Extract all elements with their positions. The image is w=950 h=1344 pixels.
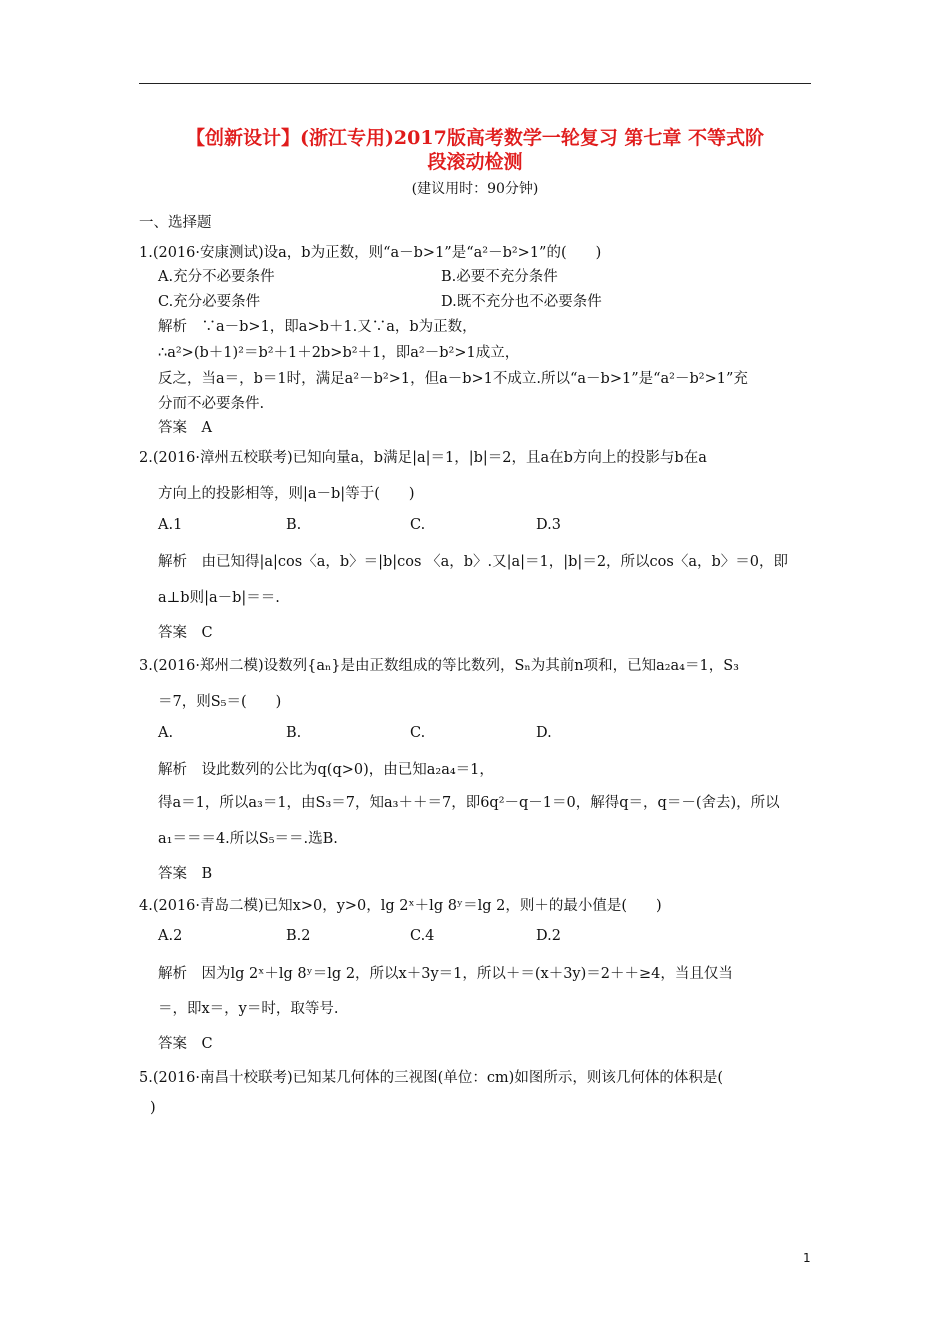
q3-option-a: A. xyxy=(158,725,174,741)
q4-option-d: D.2 xyxy=(536,928,561,944)
q4-option-a: A.2 xyxy=(158,928,183,944)
q3-answer: 答案 B xyxy=(158,866,213,882)
doc-title-line1: 【创新设计】(浙江专用)2017版高考数学一轮复习 第七章 不等式阶 xyxy=(185,127,765,149)
q1-analysis-line1: 解析 ∵a－b>1，即a>b＋1.又∵a，b为正数， xyxy=(158,319,477,335)
q3-option-b: B. xyxy=(286,725,302,741)
q3-stem-line2: ＝7，则S₅＝( ) xyxy=(158,694,282,710)
section-heading: 一、选择题 xyxy=(139,215,212,231)
q2-option-a: A.1 xyxy=(158,517,183,533)
q3-option-d: D. xyxy=(536,725,552,741)
q1-option-b: B.必要不充分条件 xyxy=(441,269,558,285)
q2-answer: 答案 C xyxy=(158,625,213,641)
q1-option-d: D.既不充分也不必要条件 xyxy=(441,294,602,310)
q2-stem-line2: 方向上的投影相等，则|a－b|等于( ) xyxy=(158,486,415,502)
q2-analysis-line1: 解析 由已知得|a|cos〈a，b〉＝|b|cos 〈a，b〉.又|a|＝1，|b|＝2，所以cos〈a，b〉＝0，即 xyxy=(158,554,788,570)
q3-analysis-line3: a₁＝＝＝4.所以S₅＝＝.选B. xyxy=(158,831,338,847)
q1-answer: 答案 A xyxy=(158,420,212,436)
q2-stem-line1: 2.(2016·漳州五校联考)已知向量a，b满足|a|＝1，|b|＝2，且a在b方向上的投影与b在a xyxy=(139,450,707,466)
q4-option-b: B.2 xyxy=(286,928,311,944)
header-rule xyxy=(139,83,811,84)
q4-analysis-line1: 解析 因为lg 2ˣ＋lg 8ʸ＝lg 2，所以x＋3y＝1，所以＋＝(x＋3y)＝2＋＋≥4，当且仅当 xyxy=(158,966,733,982)
q4-analysis-line2: ＝，即x＝，y＝时，取等号. xyxy=(158,1001,339,1017)
q1-option-c: C.充分必要条件 xyxy=(158,294,261,310)
q3-analysis-line1: 解析 设此数列的公比为q(q>0)，由已知a₂a₄＝1， xyxy=(158,762,494,778)
q1-analysis-line4: 分而不必要条件. xyxy=(158,396,265,412)
q4-stem: 4.(2016·青岛二模)已知x>0，y>0，lg 2ˣ＋lg 8ʸ＝lg 2，则＋的最小值是( ) xyxy=(139,898,662,914)
q5-stem-line2: ) xyxy=(150,1100,156,1116)
doc-subtitle: (建议用时：90分钟) xyxy=(411,181,539,197)
doc-title-line2: 段滚动检测 xyxy=(427,151,523,173)
q2-analysis-line2: a⊥b则|a－b|＝＝. xyxy=(158,590,280,606)
q3-analysis-line2: 得a＝1，所以a₃＝1，由S₃＝7，知a₃＋＋＝7，即6q²－q－1＝0，解得q＝，q＝－(舍去)，所以 xyxy=(158,795,780,811)
q1-stem: 1.(2016·安康测试)设a，b为正数，则“a－b>1”是“a²－b²>1”的( ) xyxy=(139,245,602,261)
q1-analysis-line3: 反之，当a＝，b＝1时，满足a²－b²>1，但a－b>1不成立.所以“a－b>1”是“a²－b²>1”充 xyxy=(158,371,748,387)
q4-option-c: C.4 xyxy=(410,928,435,944)
q3-stem-line1: 3.(2016·郑州二模)设数列{aₙ}是由正数组成的等比数列，Sₙ为其前n项和，已知a₂a₄＝1，S₃ xyxy=(139,658,739,674)
q4-answer: 答案 C xyxy=(158,1036,213,1052)
q5-stem-line1: 5.(2016·南昌十校联考)已知某几何体的三视图(单位：cm)如图所示，则该几何体的体积是( xyxy=(139,1070,723,1086)
q2-option-b: B. xyxy=(286,517,302,533)
q3-option-c: C. xyxy=(410,725,426,741)
q1-analysis-line2: ∴a²>(b＋1)²＝b²＋1＋2b>b²＋1，即a²－b²>1成立， xyxy=(158,345,520,361)
q1-option-a: A.充分不必要条件 xyxy=(158,269,275,285)
q2-option-d: D.3 xyxy=(536,517,561,533)
page-number: 1 xyxy=(803,1251,811,1265)
q2-option-c: C. xyxy=(410,517,426,533)
